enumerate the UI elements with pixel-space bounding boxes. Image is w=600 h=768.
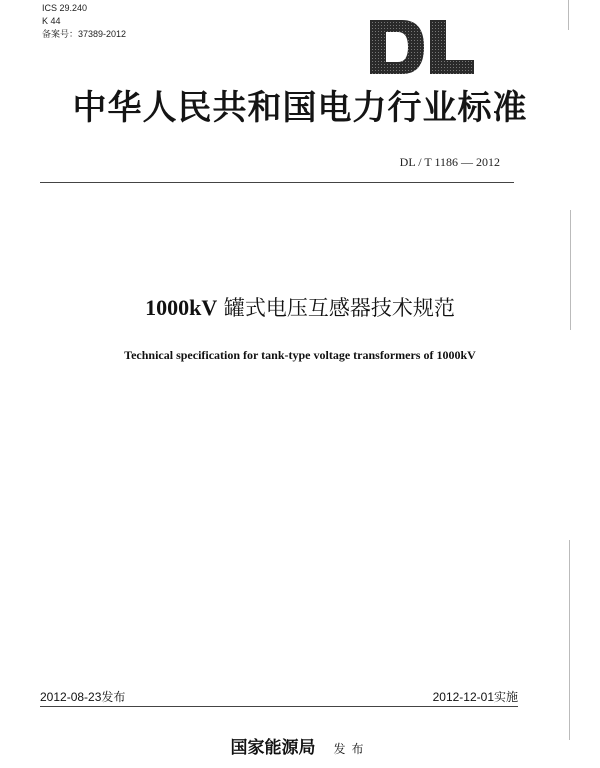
scan-edge-mark xyxy=(570,210,571,330)
effective-date: 2012-12-01实施 xyxy=(432,690,518,704)
issuer-verb: 发布 xyxy=(333,742,370,756)
scan-edge-mark xyxy=(568,0,569,30)
dl-logo xyxy=(368,18,476,76)
title-main: 罐式电压互感器技术规范 xyxy=(223,296,455,320)
dl-logo-icon xyxy=(368,18,476,76)
title-prefix: 1000kV xyxy=(145,295,218,320)
scan-edge-mark xyxy=(569,540,570,740)
organization-title: 中华人民共和国电力行业标准 xyxy=(72,88,528,128)
ics-code: ICS 29.240 xyxy=(42,3,88,13)
footer-divider xyxy=(40,706,518,707)
record-number: 备案号：37389-2012 xyxy=(42,29,127,39)
standard-number: DL / T 1186 — 2012 xyxy=(399,155,500,169)
document-title-cn xyxy=(0,292,600,322)
document-title-en: Technical specification for tank-type voltage transformers of 1000kV xyxy=(124,348,476,362)
classification-code: K 44 xyxy=(42,16,61,26)
issue-date: 2012-08-23发布 xyxy=(40,690,126,704)
header-divider xyxy=(40,182,514,183)
issuer-line xyxy=(0,733,600,758)
issuer-name: 国家能源局 xyxy=(230,738,316,758)
